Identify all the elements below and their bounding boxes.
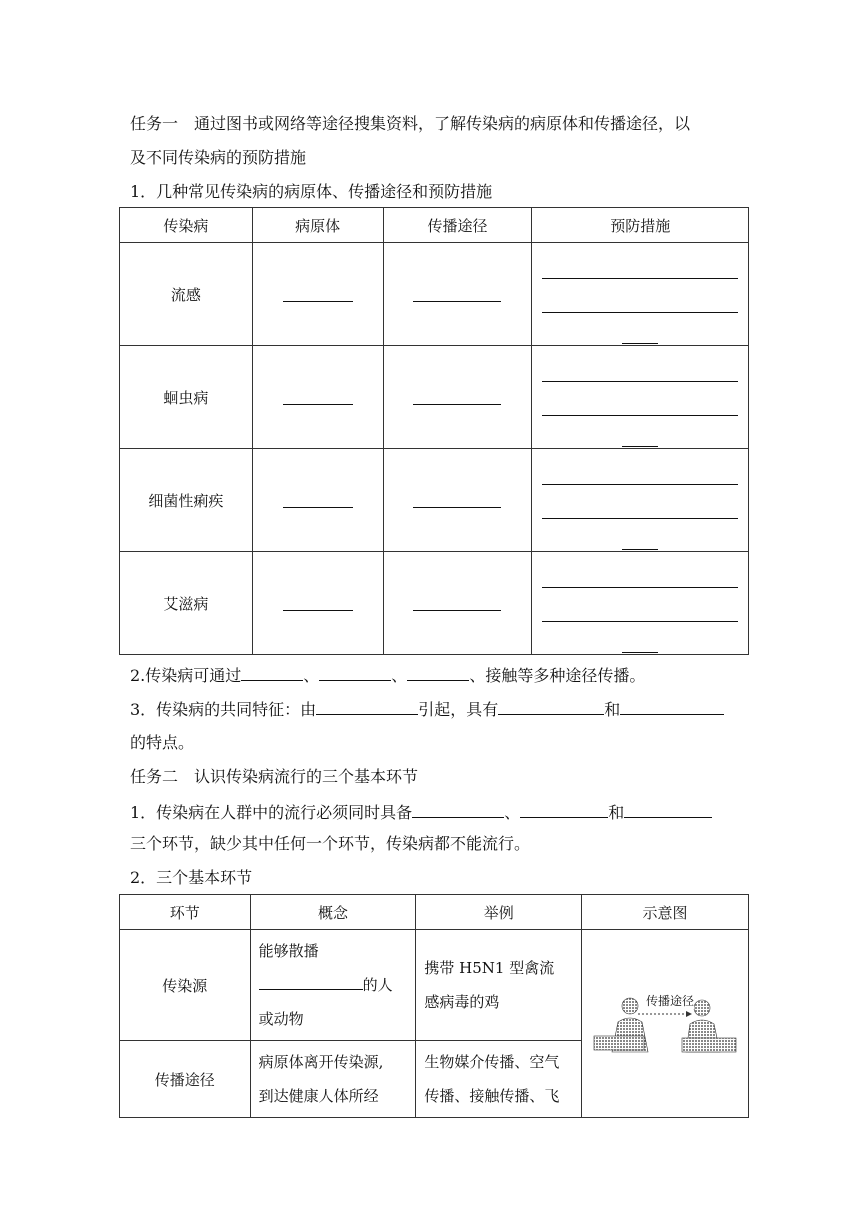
header-diagram: 示意图	[582, 895, 749, 930]
task2-blank-3[interactable]	[624, 801, 712, 818]
table-row	[120, 552, 749, 655]
concept-text: 能够散播	[258, 942, 319, 960]
header-concept: 概念	[250, 895, 416, 930]
concept-cell	[250, 1041, 416, 1118]
task2-blank-2[interactable]	[520, 801, 608, 818]
task1-title-cont: 及不同传染病的预防措施	[130, 148, 307, 167]
task2-q1-and: 和	[608, 803, 625, 822]
link-name: 传播途径	[120, 1041, 251, 1118]
pathogen-blank[interactable]	[283, 283, 353, 302]
q2-blank-2[interactable]	[319, 664, 391, 681]
task1-title: 任务一 通过图书或网络等途径搜集资料，了解传染病的病原体和传播途径，以	[130, 114, 691, 133]
q3-blank-2[interactable]	[498, 698, 604, 715]
q2-suffix: 、接触等多种途径传播。	[469, 666, 646, 685]
link-name: 传染源	[120, 930, 251, 1041]
task2-q1-prefix: 1．传染病在人群中的流行必须同时具备	[130, 803, 413, 822]
q3-cont: 的特点。	[130, 733, 195, 752]
concept-text: 到达健康人体所经	[258, 1087, 379, 1105]
prevention-blank[interactable]	[532, 243, 749, 346]
header-disease: 传染病	[120, 208, 253, 243]
task1-q1: 1．几种常见传染病的病原体、传播途径和预防措施	[130, 182, 493, 201]
header-link: 环节	[120, 895, 251, 930]
table-row	[120, 930, 749, 1041]
q3	[130, 698, 724, 720]
q2-sep: 、	[303, 666, 320, 685]
route-blank[interactable]	[413, 386, 501, 405]
q3-blank-1[interactable]	[316, 698, 418, 715]
q2-blank-3[interactable]	[407, 664, 469, 681]
task2-q1-cont: 三个环节，缺少其中任何一个环节，传染病都不能流行。	[130, 834, 531, 853]
q2-blank-1[interactable]	[241, 664, 303, 681]
example-text: 携带 H5N1 型禽流	[424, 959, 555, 977]
task2-blank-1[interactable]	[412, 801, 504, 818]
diagram-label: 传播途径	[646, 993, 695, 1008]
example-text: 传播、接触传播、飞	[424, 1087, 560, 1105]
header-example: 举例	[416, 895, 582, 930]
pathogen-blank[interactable]	[283, 386, 353, 405]
q3-mid1: 引起，具有	[418, 700, 499, 719]
q2	[130, 664, 645, 686]
route-blank[interactable]	[413, 283, 501, 302]
route-blank[interactable]	[413, 592, 501, 611]
disease-name: 流感	[120, 243, 253, 346]
prevention-blank[interactable]	[532, 552, 749, 655]
q2-sep: 、	[391, 666, 408, 685]
concept-text: 或动物	[258, 1010, 304, 1028]
pathogen-blank[interactable]	[283, 592, 353, 611]
table-row	[120, 243, 749, 346]
example-cell	[416, 930, 582, 1041]
q3-blank-3[interactable]	[620, 698, 724, 715]
task2-q1	[130, 801, 712, 823]
task2-q2: 2．三个基本环节	[130, 868, 253, 887]
example-text: 感病毒的鸡	[424, 993, 500, 1011]
concept-text: 病原体离开传染源,	[258, 1053, 384, 1071]
route-blank[interactable]	[413, 489, 501, 508]
header-route: 传播途径	[383, 208, 532, 243]
q2-prefix: 2.传染病可通过	[130, 666, 242, 685]
example-cell	[416, 1041, 582, 1118]
transmission-diagram	[590, 992, 740, 1056]
header-prevention: 预防措施	[532, 208, 749, 243]
q3-prefix: 3．传染病的共同特征：由	[130, 700, 317, 719]
disease-name: 细菌性痢疾	[120, 449, 253, 552]
diagram-cell	[582, 930, 749, 1118]
prevention-blank[interactable]	[532, 449, 749, 552]
disease-table	[119, 207, 749, 655]
header-pathogen: 病原体	[252, 208, 383, 243]
links-table	[119, 894, 749, 1118]
disease-name: 蛔虫病	[120, 346, 253, 449]
task2-q1-sep: 、	[504, 803, 521, 822]
table-row	[120, 346, 749, 449]
disease-name: 艾滋病	[120, 552, 253, 655]
q3-mid2: 和	[604, 700, 621, 719]
prevention-blank[interactable]	[532, 346, 749, 449]
concept-blank[interactable]	[259, 973, 363, 990]
concept-cell	[250, 930, 416, 1041]
example-text: 生物媒介传播、空气	[424, 1053, 560, 1071]
concept-text: 的人	[362, 976, 393, 994]
task2-title: 任务二 认识传染病流行的三个基本环节	[130, 767, 419, 786]
table-row	[120, 449, 749, 552]
pathogen-blank[interactable]	[283, 489, 353, 508]
